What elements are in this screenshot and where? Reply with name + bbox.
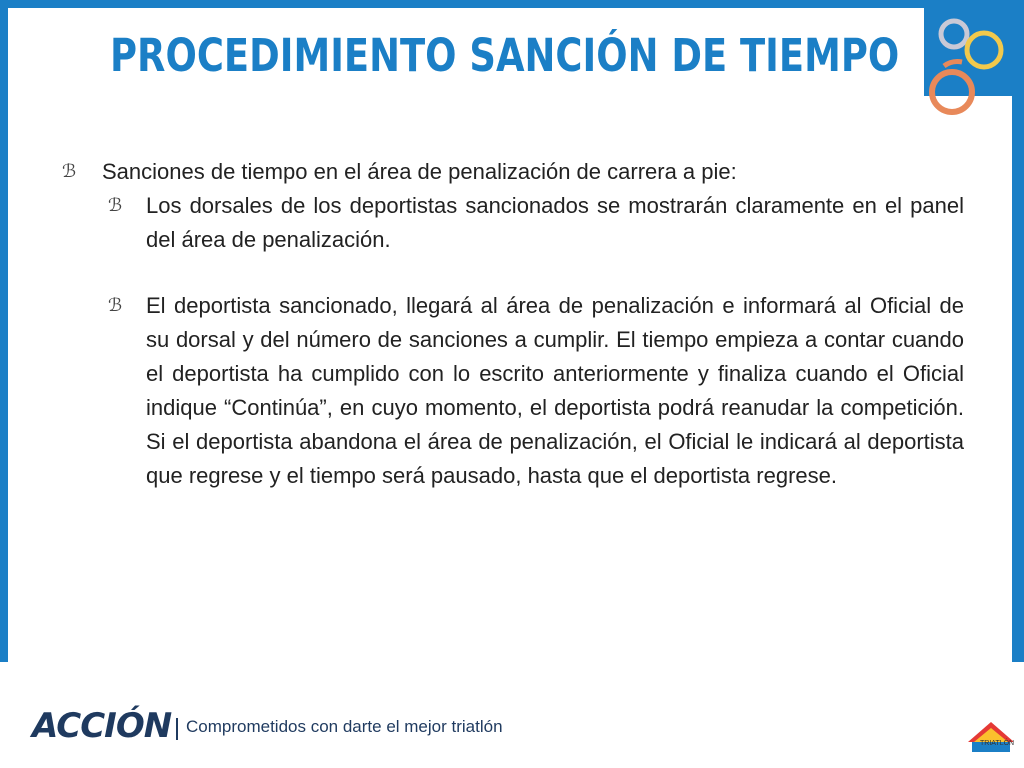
- bullet-text: Sanciones de tiempo en el área de penalización de carrera a pie:: [102, 159, 737, 184]
- bullet-text: Los dorsales de los deportistas sancionados se mostrarán claramente en el panel del área de penalización.: [146, 193, 964, 252]
- bullet-text: El deportista sancionado, llegará al área de penalización e informará al Oficial de su dorsal y del número de sanciones a cumplir. El tiempo empieza a contar cuando el deportista ha cumplido con lo escrito anteriormente y finaliza cuando el Oficial indique “Continúa”, en cuyo momento, el deportista podrá reanudar la competición. Si el deportista abandona el área de penalización, el Oficial le indicará al deportista que regrese y el tiempo será pausado, hasta que el deportista regrese.: [146, 293, 964, 488]
- list-item: [62, 189, 964, 257]
- list-item: [62, 155, 964, 189]
- bullet-list: [62, 155, 964, 493]
- emblem-label: TRIATLÓN: [980, 740, 1015, 747]
- bullet-icon: ℬ: [108, 195, 123, 216]
- footer-tagline: Comprometidos con darte el mejor triatlón: [186, 717, 503, 736]
- olympic-rings-logo: [922, 10, 1012, 122]
- corner-panel: [8, 8, 92, 96]
- accion-logo: ACCIÓN: [32, 706, 172, 746]
- bullet-icon: ℬ: [62, 161, 77, 182]
- slide-title: PROCEDIMIENTO SANCIÓN DE TIEMPO: [110, 29, 900, 82]
- footer-divider: [176, 718, 178, 740]
- bullet-icon: ℬ: [108, 295, 123, 316]
- list-item: [62, 289, 964, 493]
